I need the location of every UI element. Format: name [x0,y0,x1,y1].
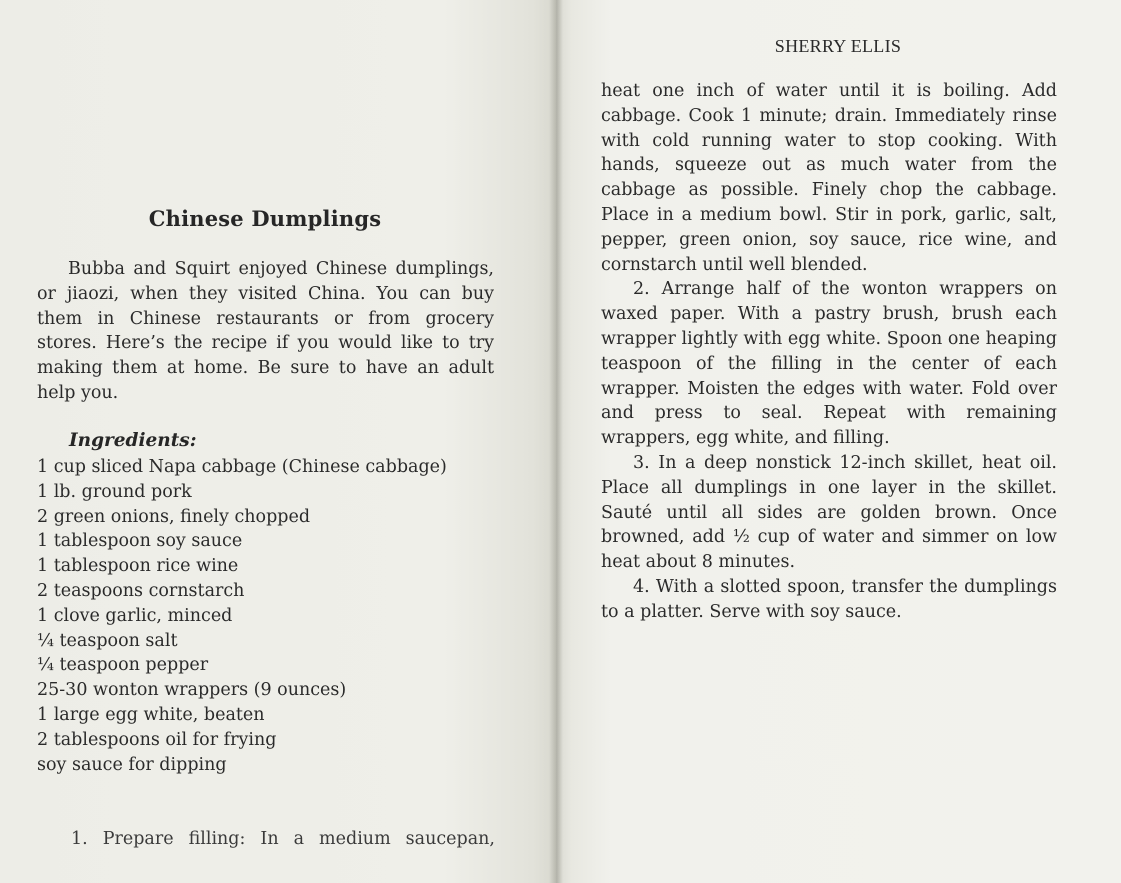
step-1-start: 1. Prepare filling: In a medium saucepan, [71,829,495,849]
book-gutter [549,0,563,883]
ingredient-item: 2 tablespoons oil for frying [37,729,277,750]
ingredient-item: 1 tablespoon soy sauce [37,531,243,552]
ingredient-item: 1 tablespoon rice wine [37,556,239,577]
step-4: 4. With a slotted spoon, transfer the dumplings to a platter. Serve with soy sauce. [601,576,1057,622]
ingredient-item: 25-30 wonton wrappers (9 ounces) [37,680,347,701]
step-2: 2. Arrange half of the wonton wrappers on waxed paper. With a pastry brush, brush each wrapper lightly with egg white. Spoon one heaping teaspoon of the filling in the center of each wrapper. Moisten the edges with water. Fold over and press to seal. Repeat with remaining wrappers, egg white, and filling. [601,279,1057,449]
ingredient-item: ¼ teaspoon pepper [37,655,209,676]
recipe-title: Chinese Dumplings [148,206,382,231]
ingredient-item: 1 cup sliced Napa cabbage (Chinese cabbage) [37,457,447,477]
running-head-author: SHERRY ELLIS [774,36,902,56]
ingredient-item: soy sauce for dipping [37,754,227,775]
step-3: 3. In a deep nonstick 12-inch skillet, heat oil. Place all dumplings in one layer in the skillet. Sauté until all sides are golden brown. Once browned, add ½ cup of water and simmer on low heat about 8 minutes. [601,452,1057,573]
ingredient-item: ¼ teaspoon salt [37,630,178,651]
ingredient-item: 1 clove garlic, minced [37,605,233,626]
ingredient-item: 2 teaspoons cornstarch [37,580,245,601]
recipe-intro: Bubba and Squirt enjoyed Chinese dumplings, or jiaozi, when they visited China. You can buy them in Chinese restaurants or from grocery stores. Here’s the recipe if you would like to try making them at home. Be sure to have an adult help you. [37,259,494,403]
ingredient-item: 1 large egg white, beaten [37,704,265,725]
step-1-continued: heat one inch of water until it is boiling. Add cabbage. Cook 1 minute; drain. Immediately rinse with cold running water to stop cooking. With hands, squeeze out as much water from the cabbage as possible. Finely chop the cabbage. Place in a medium bowl. Stir in pork, garlic, salt, pepper, green onion, soy sauce, rice wine, and cornstarch until well blended. [601,81,1057,275]
instructions-continued [601,79,1057,625]
ingredients-heading: Ingredients: [69,430,197,451]
ingredients-list [37,455,494,777]
ingredient-item: 2 green onions, finely chopped [37,506,311,527]
ingredient-item: 1 lb. ground pork [37,481,192,502]
